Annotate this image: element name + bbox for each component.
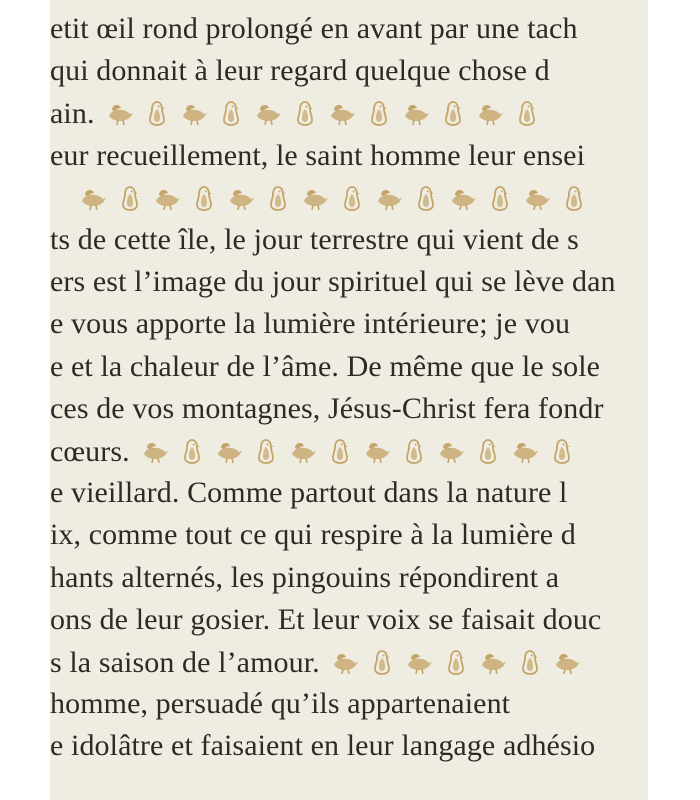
ornament-row [330, 647, 582, 675]
line-text: eur recueillement, le saint homme leur ensei [50, 138, 586, 172]
line-text: homme, persuadé qu’ils appartenaient [50, 687, 511, 721]
bird-icon [374, 183, 404, 211]
line-text: ces de vos montagnes, Jésus-Christ fera fondr [50, 391, 604, 425]
bird-icon [152, 183, 182, 211]
bird-icon [362, 436, 392, 464]
text-line [50, 647, 582, 678]
line-text: ts de cette île, le jour terrestre qui vient de s [50, 223, 579, 256]
text-line [50, 267, 616, 297]
bird-icon [105, 98, 135, 126]
penguin-icon [364, 98, 394, 126]
text-line [50, 731, 595, 761]
ornament-line [68, 183, 589, 213]
penguin-icon [399, 436, 429, 464]
line-text: ers est l’image du jour spirituel qui se lève dan [50, 265, 616, 299]
bird-icon [288, 436, 318, 464]
penguin-icon [559, 183, 589, 211]
book-page [50, 0, 648, 800]
text-line [50, 478, 567, 508]
penguin-icon [115, 183, 145, 211]
line-text: qui donnait à leur regard quelque chose d [50, 54, 550, 88]
bird-icon [448, 183, 478, 211]
ornament-row [78, 183, 589, 211]
text-line [50, 436, 577, 467]
bird-icon [179, 98, 209, 126]
line-text: ons de leur gosier. Et leur voix se faisait douc [50, 602, 602, 636]
bird-icon [300, 183, 330, 211]
bird-icon [436, 436, 466, 464]
penguin-icon [142, 98, 172, 126]
bird-icon [253, 98, 283, 126]
text-line [50, 225, 579, 255]
bird-icon [78, 183, 108, 211]
text-line [50, 560, 560, 594]
penguin-icon [216, 98, 246, 126]
line-text: e et la chaleur de l’âme. De même que le sole [50, 349, 601, 383]
text-line [50, 309, 570, 339]
bird-icon [522, 183, 552, 211]
bird-icon [510, 436, 540, 464]
text-line [50, 14, 578, 44]
penguin-icon [411, 183, 441, 211]
text-line [50, 349, 601, 383]
text-line [50, 689, 510, 719]
bird-icon [475, 98, 505, 126]
penguin-icon [189, 183, 219, 211]
penguin-icon [367, 647, 397, 675]
text-line [50, 98, 542, 129]
line-text: ain. [50, 97, 95, 131]
text-line [50, 56, 550, 86]
penguin-icon [438, 98, 468, 126]
line-text: e vieillard. Comme partout dans la nature l [50, 476, 568, 510]
penguin-icon [512, 98, 542, 126]
bird-icon [214, 436, 244, 464]
bird-icon [478, 647, 508, 675]
ornament-row [105, 98, 542, 126]
line-text: etit œil rond prolongé en avant par une tach [50, 12, 578, 45]
text-line [50, 602, 602, 636]
bird-icon [140, 436, 170, 464]
line-text: ix, comme tout ce qui respire à la lumière d [50, 518, 576, 552]
penguin-icon [473, 436, 503, 464]
penguin-icon [441, 647, 471, 675]
line-text: e idolâtre et faisaient en leur langage adhésio [50, 729, 596, 763]
penguin-icon [337, 183, 367, 211]
line-text: hants alternés, les pingouins répondirent a [50, 560, 560, 594]
line-text: s la saison de l’amour. [50, 646, 320, 679]
penguin-icon [263, 183, 293, 211]
penguin-icon [515, 647, 545, 675]
text-line [50, 391, 604, 425]
line-text: cœurs. [50, 435, 130, 468]
penguin-icon [290, 98, 320, 126]
bird-icon [552, 647, 582, 675]
bird-icon [226, 183, 256, 211]
bird-icon [401, 98, 431, 126]
text-line [50, 138, 586, 172]
bird-icon [404, 647, 434, 675]
penguin-icon [485, 183, 515, 211]
ornament-row [140, 436, 577, 464]
penguin-icon [251, 436, 281, 464]
line-text: e vous apporte la lumière intérieure; je vou [50, 307, 571, 341]
text-line [50, 520, 576, 550]
penguin-icon [177, 436, 207, 464]
penguin-icon [325, 436, 355, 464]
bird-icon [330, 647, 360, 675]
bird-icon [327, 98, 357, 126]
penguin-icon [547, 436, 577, 464]
